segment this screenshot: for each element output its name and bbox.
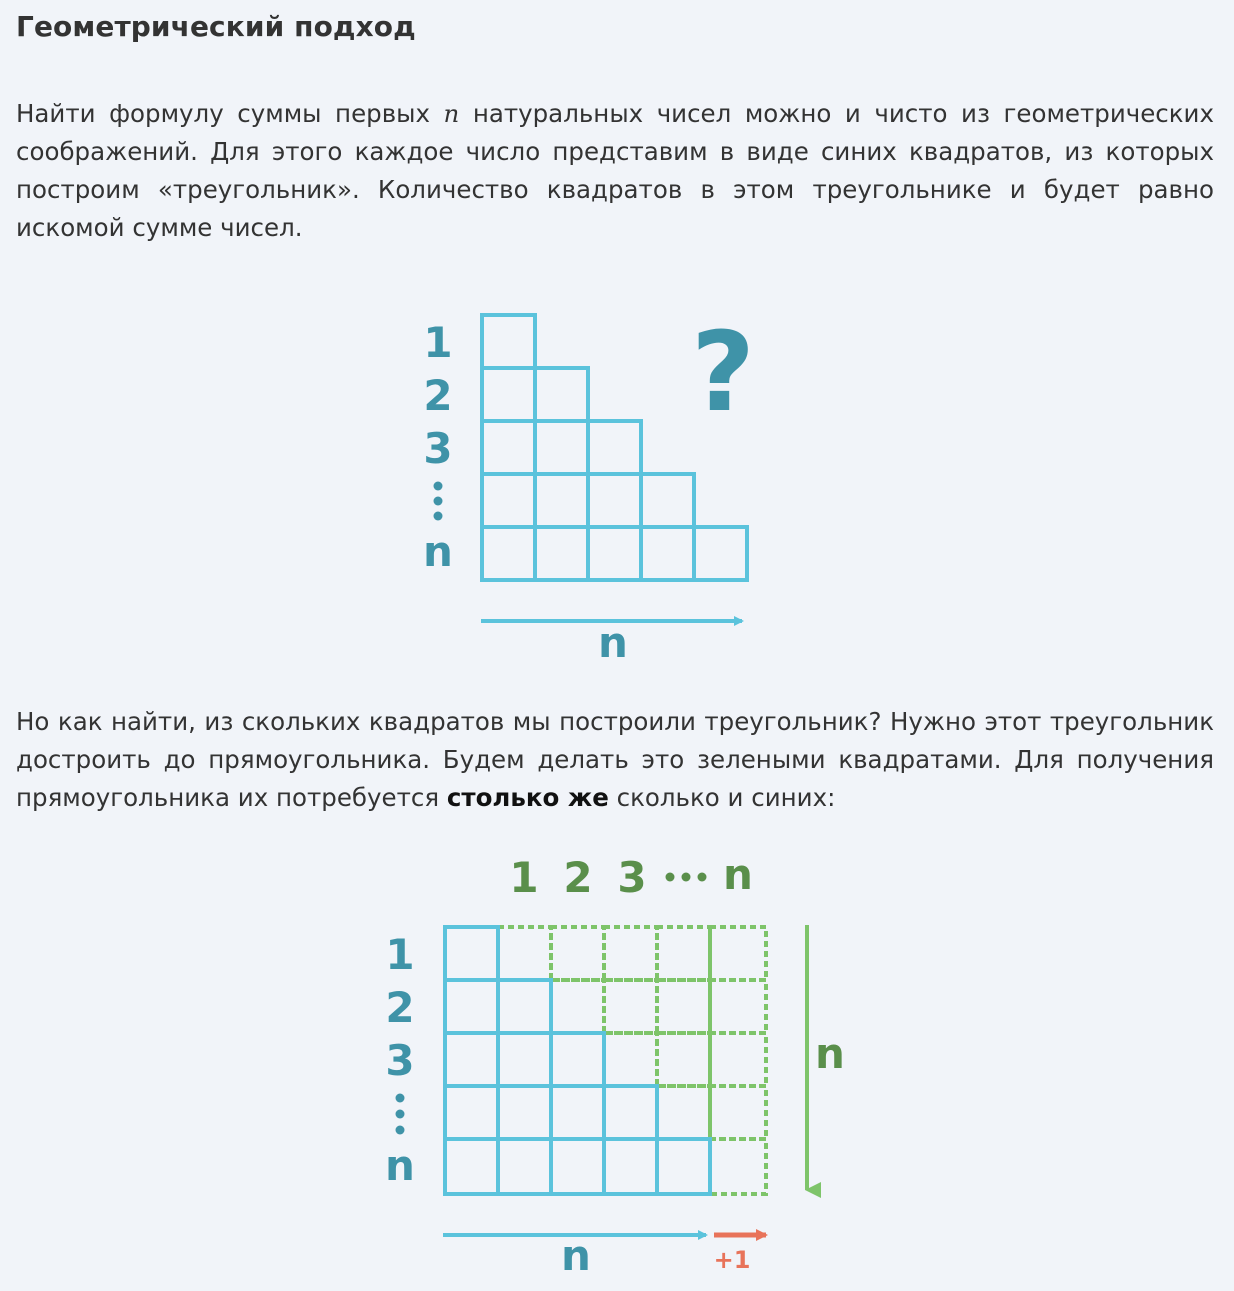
blue-square [551,1139,604,1194]
column-label-2: 2 [563,853,593,902]
green-square [498,927,551,980]
blue-square [535,368,588,421]
green-square [551,980,604,1033]
green-square [710,1033,766,1086]
column-label-3: 3 [617,853,647,902]
blue-square [535,421,588,474]
rectangle-text-start: Но как найти, из скольких квадратов мы построили треугольник? Нужно этот треугольник достроить до прямоугольника. Будем делать это зелеными квадратами. Для получения прямоугольника их потребуется [16,707,1214,812]
blue-square [498,980,551,1033]
blue-square [482,474,535,527]
intro-text-end: натуральных чисел можно и чисто из геометрических соображений. Для этого каждое число представим в виде синих квадратов, из которых построим «треугольник». Количество квадратов в этом треугольнике и будет равно искомой сумме чисел. [16,99,1214,242]
blue-square [498,1033,551,1086]
blue-square [445,1086,498,1139]
blue-square [445,1033,498,1086]
row-label-3: 3 [423,424,453,473]
blue-cells [445,927,710,1194]
triangle-figure [0,300,1234,670]
column-labels [509,850,753,902]
blue-square [551,1086,604,1139]
blue-square [482,527,535,580]
blue-square [551,1033,604,1086]
blue-square [445,980,498,1033]
row-label-1: 1 [423,318,453,367]
section-heading: Геометрический подход [16,10,416,43]
blue-square [641,527,694,580]
blue-square [604,1139,657,1194]
blue-square [604,1086,657,1139]
blue-square [588,474,641,527]
vertical-ellipsis-icon [396,1094,405,1135]
variable-n: n [443,99,460,128]
blue-square [535,474,588,527]
row-label-n: n [423,527,453,576]
green-square [604,927,657,980]
column-label-1: 1 [509,853,539,902]
rectangle-paragraph [16,703,1214,817]
row-label-2: 2 [423,371,453,420]
horizontal-ellipsis-icon [666,873,707,882]
row-label-1: 1 [385,930,415,979]
blue-square [482,368,535,421]
green-square [551,927,604,980]
width-label: n [561,1231,591,1280]
intro-text-start: Найти формулу суммы первых [16,99,444,128]
height-label: n [815,1029,845,1078]
blue-square [535,527,588,580]
blue-square [498,1139,551,1194]
intro-paragraph [16,95,1214,247]
blue-square [482,315,535,368]
green-square [710,927,766,980]
green-square [657,1086,710,1139]
plus-one-label: +1 [713,1246,751,1274]
row-labels [423,318,453,576]
vertical-ellipsis-icon [434,482,443,521]
row-labels [385,930,415,1190]
green-square [657,1033,710,1086]
blue-square [641,474,694,527]
green-square [710,1139,766,1194]
green-square [604,1033,657,1086]
blue-square [498,1086,551,1139]
blue-square [482,421,535,474]
green-square [604,980,657,1033]
green-square [710,1086,766,1139]
blue-square [694,527,747,580]
green-square [710,980,766,1033]
row-label-2: 2 [385,983,415,1032]
bold-phrase: столько же [446,783,609,812]
blue-square [657,1139,710,1194]
width-label: n [598,618,628,667]
row-label-3: 3 [385,1036,415,1085]
green-cells [498,927,766,1194]
row-label-n: n [385,1141,415,1190]
blue-square [588,527,641,580]
blue-square [445,927,498,980]
column-label-n: n [723,850,753,899]
blue-square [588,421,641,474]
rectangle-figure [0,845,1234,1285]
blue-square [445,1139,498,1194]
rectangle-text-end: сколько и синих: [616,783,836,812]
green-square [657,980,710,1033]
green-square [657,927,710,980]
question-mark: ? [691,308,755,436]
